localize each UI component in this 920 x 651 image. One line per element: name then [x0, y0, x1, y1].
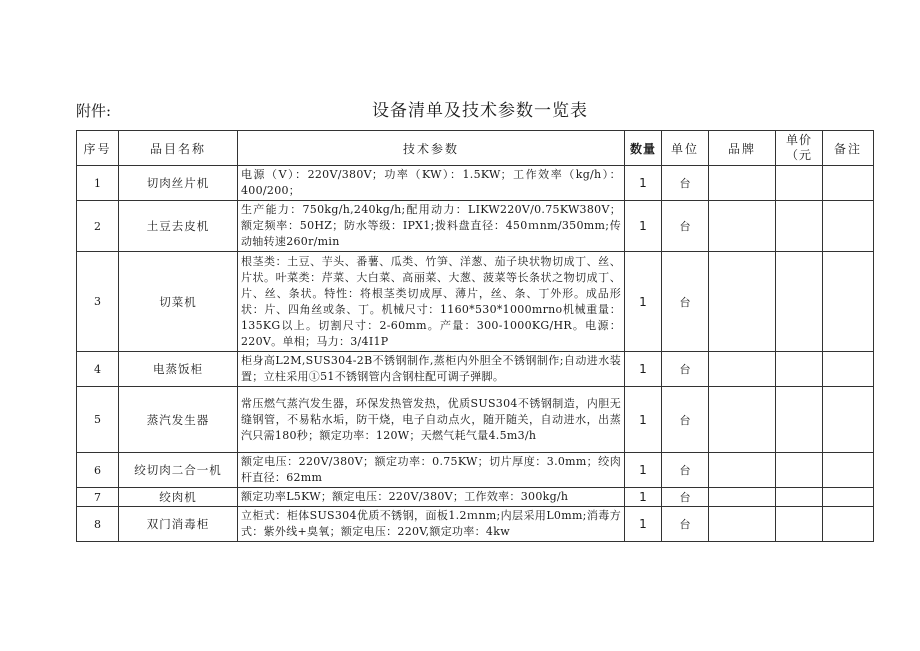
- row-price: [776, 352, 823, 387]
- header-price: 单价（元: [776, 131, 823, 166]
- table-row: [77, 507, 874, 542]
- row-qty: 1: [625, 507, 662, 542]
- table-row: [77, 453, 874, 488]
- row-remark: [823, 488, 874, 507]
- row-unit: 台: [662, 507, 709, 542]
- row-remark: [823, 453, 874, 488]
- row-params: 根茎类：土豆、芋头、番薯、瓜类、竹笋、洋葱、茄子块状物切成丁、丝、片状。叶菜类：芹菜、大白菜、高丽菜、大葱、菠菜等长条状之物切成丁、片、丝、条状。特性：将根茎类切成厚、薄片，丝、条、丁外形。成品形状：片、四角丝或条、丁。机械尺寸：1160*530*1000mrno机械重量：135KG以上。切割尺寸：2-60mm。产量：300-1000KG/HR。电源：220V。单相；马力：3/4I1P: [238, 252, 625, 352]
- attachment-label: 附件:: [76, 102, 112, 120]
- row-name: 绞肉机: [119, 488, 238, 507]
- equipment-table: [76, 130, 874, 542]
- table-row: [77, 352, 874, 387]
- row-price: [776, 252, 823, 352]
- row-seq: 7: [77, 488, 119, 507]
- row-brand: [709, 352, 776, 387]
- row-unit: 台: [662, 166, 709, 201]
- header-name: 品目名称: [119, 131, 238, 166]
- row-unit: 台: [662, 453, 709, 488]
- table-row: [77, 201, 874, 252]
- row-seq: 3: [77, 252, 119, 352]
- row-price: [776, 488, 823, 507]
- row-unit: 台: [662, 201, 709, 252]
- row-brand: [709, 252, 776, 352]
- row-remark: [823, 352, 874, 387]
- row-seq: 2: [77, 201, 119, 252]
- row-params: 常压燃气蒸汽发生器，环保发热管发热，优质SUS304不锈钢制造，内胆无缝钢管，不易粘水垢，防干烧，电子自动点火，随开随关，自动进水，出蒸汽只需180秒；额定功率：120W；天燃气耗气量4.5m3/h: [238, 387, 625, 453]
- row-price: [776, 453, 823, 488]
- row-unit: 台: [662, 252, 709, 352]
- row-price: [776, 387, 823, 453]
- row-price: [776, 166, 823, 201]
- row-seq: 5: [77, 387, 119, 453]
- row-price: [776, 507, 823, 542]
- row-name: 切菜机: [119, 252, 238, 352]
- row-brand: [709, 507, 776, 542]
- row-brand: [709, 453, 776, 488]
- row-name: 电蒸饭柜: [119, 352, 238, 387]
- row-params: 额定电压：220V/380V；额定功率：0.75KW；切片厚度：3.0mm；绞肉杆直径：62mm: [238, 453, 625, 488]
- row-params: 电源（V）：220V/380V；功率（KW）：1.5KW；工作效率（kg/h）：400/200；: [238, 166, 625, 201]
- row-qty: 1: [625, 352, 662, 387]
- row-qty: 1: [625, 488, 662, 507]
- row-seq: 8: [77, 507, 119, 542]
- row-remark: [823, 507, 874, 542]
- header-remark: 备注: [823, 131, 874, 166]
- row-name: 绞切肉二合一机: [119, 453, 238, 488]
- row-name: 蒸汽发生器: [119, 387, 238, 453]
- header-qty: 数量: [625, 131, 662, 166]
- row-qty: 1: [625, 201, 662, 252]
- row-remark: [823, 252, 874, 352]
- row-params: 立柜式：柜体SUS304优质不锈钢，面板1.2ｍnm;内层采用L0mm;消毒方式：紫外线+臭氧；额定电压：220V,额定功率：4kw: [238, 507, 625, 542]
- header-params: 技术参数: [238, 131, 625, 166]
- row-name: 土豆去皮机: [119, 201, 238, 252]
- row-seq: 6: [77, 453, 119, 488]
- row-name: 切肉丝片机: [119, 166, 238, 201]
- row-brand: [709, 166, 776, 201]
- row-seq: 4: [77, 352, 119, 387]
- row-price: [776, 201, 823, 252]
- header-brand: 品牌: [709, 131, 776, 166]
- row-brand: [709, 488, 776, 507]
- header-seq: 序号: [77, 131, 119, 166]
- row-remark: [823, 201, 874, 252]
- row-params: 额定功率L5KW；额定电压：220V/380V；工作效率：300kg/h: [238, 488, 625, 507]
- row-qty: 1: [625, 453, 662, 488]
- row-remark: [823, 166, 874, 201]
- row-name: 双门消毒柜: [119, 507, 238, 542]
- row-remark: [823, 387, 874, 453]
- table-row: [77, 166, 874, 201]
- row-params: 生产能力：750kg/h,240kg/h;配用动力：LIKW220V/0.75KW380V；额定频率：50HZ；防水等级：IPX1;拨料盘直径：450ｍnm/350mm;传动轴转速260r/min: [238, 201, 625, 252]
- row-qty: 1: [625, 387, 662, 453]
- table-row: [77, 252, 874, 352]
- row-qty: 1: [625, 166, 662, 201]
- row-brand: [709, 201, 776, 252]
- row-params: 柜身高L2M,SUS304-2B不锈钢制作,蒸柜内外胆全不锈钢制作;自动进水装置；立柱采用①51不锈钢管内含钢柱配可调子弹脚。: [238, 352, 625, 387]
- row-seq: 1: [77, 166, 119, 201]
- row-qty: 1: [625, 252, 662, 352]
- document-title: 设备清单及技术参数一览表: [372, 101, 588, 121]
- header-unit: 单位: [662, 131, 709, 166]
- row-unit: 台: [662, 488, 709, 507]
- table-row: [77, 488, 874, 507]
- row-unit: 台: [662, 352, 709, 387]
- row-unit: 台: [662, 387, 709, 453]
- table-row: [77, 387, 874, 453]
- row-brand: [709, 387, 776, 453]
- table-header-row: [77, 131, 874, 166]
